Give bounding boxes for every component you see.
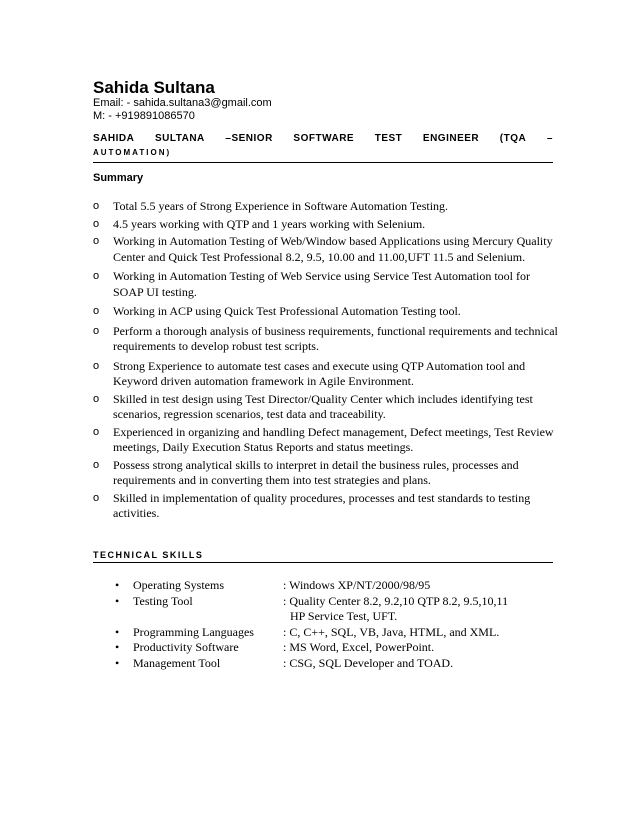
title-word: SAHIDA — [93, 133, 135, 144]
skill-row — [115, 594, 555, 625]
technical-skills-list — [115, 578, 555, 671]
bullet-o-icon: o — [93, 458, 100, 471]
summary-item: o Total 5.5 years of Strong Experience in Software Automation Testing. — [93, 199, 449, 213]
title-word: – — [546, 133, 553, 144]
email-line: Email: - sahida.sultana3@gmail.com — [93, 97, 272, 109]
bullet-o-icon: o — [93, 425, 100, 438]
skill-value: : C, C++, SQL, VB, Java, HTML, and XML. — [283, 624, 500, 639]
skill-label: Productivity Software — [133, 640, 239, 654]
skill-row — [115, 640, 555, 656]
bullet-dot-icon: • — [115, 578, 120, 592]
title-word: (TQA — [499, 133, 527, 144]
summary-item: o Perform a thorough analysis of business requirements, functional requirements and technical requirements to develop robust test scripts. — [93, 323, 558, 353]
bullet-o-icon: o — [93, 491, 100, 504]
summary-item: o Experienced in organizing and handling Defect management, Defect meetings, Test Review meetings, Daily Execution Status Reports and status meetings. — [93, 424, 554, 454]
title-word: SULTANA — [154, 133, 205, 144]
skill-label: Programming Languages — [133, 624, 254, 639]
bullet-o-icon: o — [93, 270, 100, 282]
skill-value: : MS Word, Excel, PowerPoint. — [283, 640, 435, 654]
summary-item: o Working in ACP using Quick Test Professional Automation Testing tool. — [93, 304, 461, 318]
skill-row — [115, 625, 555, 641]
technical-skills-heading: TECHNICAL SKILLS — [93, 550, 553, 563]
profile-title — [93, 132, 553, 163]
skill-value: : CSG, SQL Developer and TOAD. — [283, 655, 454, 670]
profile-title-line1 — [93, 132, 553, 146]
summary-list — [93, 199, 558, 524]
skill-row — [115, 578, 555, 594]
bullet-o-icon: o — [93, 217, 100, 230]
bullet-dot-icon: • — [115, 640, 120, 654]
title-word: –SENIOR — [225, 133, 273, 144]
bullet-o-icon: o — [93, 305, 100, 317]
skill-label: Operating Systems — [133, 578, 224, 592]
bullet-o-icon: o — [93, 235, 100, 247]
bullet-dot-icon: • — [115, 593, 120, 608]
summary-item: o Strong Experience to automate test cases and execute using QTP Automation tool and Keyword driven automation framework in Agile Environment. — [93, 358, 526, 388]
profile-title-line2: AUTOMATION) — [93, 148, 172, 157]
bullet-dot-icon: • — [115, 624, 120, 639]
bullet-o-icon: o — [93, 200, 100, 212]
skill-row — [115, 656, 555, 672]
bullet-o-icon: o — [93, 392, 100, 405]
bullet-dot-icon: • — [115, 655, 120, 670]
summary-item: o Working in Automation Testing of Web Service using Service Test Automation tool for SOAP UI testing. — [93, 269, 531, 299]
skill-value: : Windows XP/NT/2000/98/95 — [283, 578, 431, 592]
summary-item: o 4.5 years working with QTP and 1 years working with Selenium. — [93, 216, 426, 231]
summary-item: o Skilled in implementation of quality procedures, processes and test standards to testing activities. — [93, 490, 531, 520]
summary-item: o Working in Automation Testing of Web/Window based Applications using Mercury Quality Center and Quick Test Professional 8.2, 9.5, 10.00 and 11.00,UFT 11.5 and Selenium. — [93, 234, 553, 264]
summary-item: o Skilled in test design using Test Director/Quality Center which includes identifying test scenarios, regression scenarios, test data and traceability. — [93, 391, 533, 421]
summary-item: o Possess strong analytical skills to interpret in detail the business rules, processes and requirements and in converting them into test strategies and plans. — [93, 457, 519, 487]
skill-label: Management Tool — [133, 655, 221, 670]
bullet-o-icon: o — [93, 359, 100, 372]
skill-value: : Quality Center 8.2, 9.2,10 QTP 8.2, 9.5,10,11 HP Service Test, UFT. — [283, 593, 509, 623]
title-word: SOFTWARE — [293, 133, 355, 144]
candidate-name: Sahida Sultana — [93, 78, 215, 97]
title-word: ENGINEER — [422, 133, 480, 144]
mobile-line: M: - +919891086570 — [93, 110, 195, 122]
skill-label: Testing Tool — [133, 593, 193, 608]
summary-heading: Summary — [93, 172, 144, 184]
bullet-o-icon: o — [93, 324, 100, 337]
title-word: TEST — [374, 133, 403, 144]
